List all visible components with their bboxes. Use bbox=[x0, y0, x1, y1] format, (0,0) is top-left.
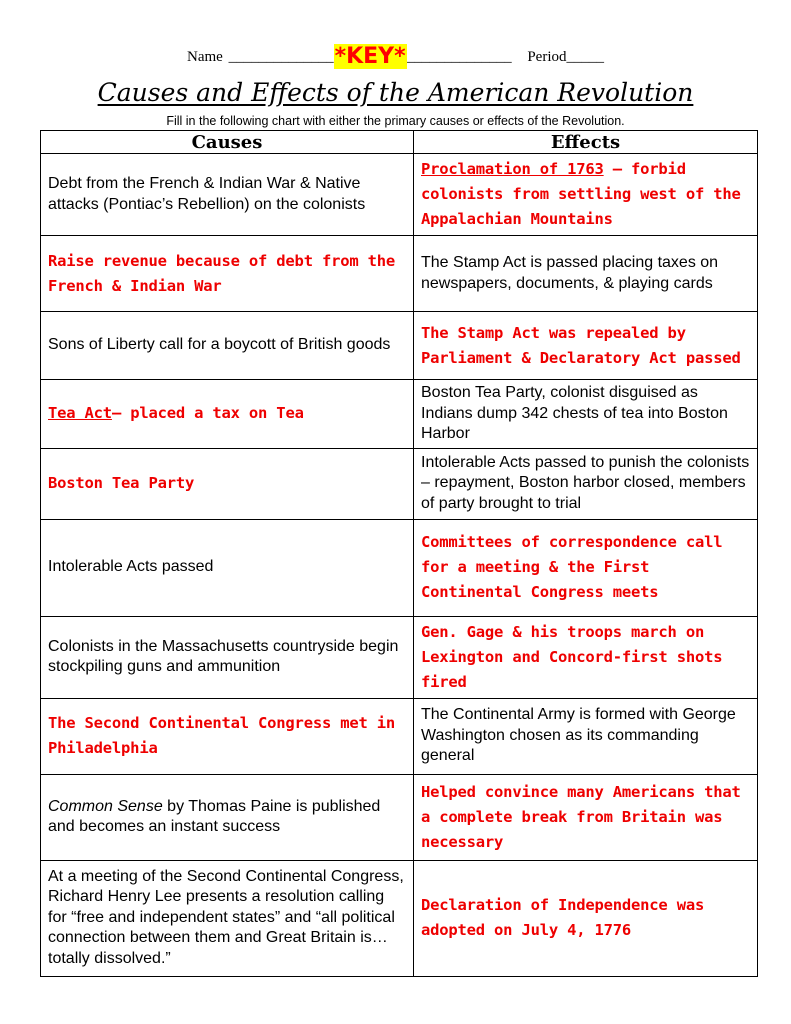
cause-cell: At a meeting of the Second Continental Congress, Richard Henry Lee presents a resolution calling for “free and independent states” and “all political connection between them and Great Britain is…totally dissolved.” bbox=[41, 860, 414, 976]
cause-cell: Intolerable Acts passed bbox=[41, 519, 414, 616]
table-row bbox=[41, 774, 758, 860]
cause-cell bbox=[41, 774, 414, 860]
cause-cell: The Second Continental Congress met in Philadelphia bbox=[41, 698, 414, 774]
table-row bbox=[41, 312, 758, 380]
table-row bbox=[41, 154, 758, 236]
cause-cell: Debt from the French & Indian War & Native attacks (Pontiac’s Rebellion) on the colonists bbox=[41, 154, 414, 236]
instructions: Fill in the following chart with either the primary causes or effects of the Revolution. bbox=[166, 114, 625, 128]
key-badge: *KEY* bbox=[334, 44, 406, 69]
effect-cell: Committees of correspondence call for a meeting & the First Continental Congress meets bbox=[414, 519, 758, 616]
effect-cell: Helped convince many Americans that a complete break from Britain was necessary bbox=[414, 774, 758, 860]
effect-cell: Gen. Gage & his troops march on Lexington and Concord-first shots fired bbox=[414, 616, 758, 698]
name-blank-left[interactable]: ______________ bbox=[228, 49, 334, 65]
table-row bbox=[41, 380, 758, 449]
effect-cell: Declaration of Independence was adopted on July 4, 1776 bbox=[414, 860, 758, 976]
cause-cell: Colonists in the Massachusetts countryside begin stockpiling guns and ammunition bbox=[41, 616, 414, 698]
effect-cell: The Stamp Act is passed placing taxes on newspapers, documents, & playing cards bbox=[414, 236, 758, 312]
table-row bbox=[41, 616, 758, 698]
effects-header: Effects bbox=[414, 131, 758, 154]
cause-term: Common Sense bbox=[48, 797, 163, 815]
cause-text: – placed a tax on Tea bbox=[111, 404, 304, 423]
effect-cell bbox=[414, 154, 758, 236]
effect-cell: Boston Tea Party, colonist disguised as Indians dump 342 chests of tea into Boston Harbor bbox=[414, 380, 758, 449]
cause-cell: Boston Tea Party bbox=[41, 448, 414, 519]
name-line bbox=[0, 42, 791, 67]
table-row bbox=[41, 860, 758, 976]
period-blank[interactable]: _____ bbox=[566, 49, 605, 65]
cause-cell bbox=[41, 380, 414, 449]
table-row bbox=[41, 698, 758, 774]
causes-header: Causes bbox=[41, 131, 414, 154]
effect-cell: The Continental Army is formed with George Washington chosen as its commanding general bbox=[414, 698, 758, 774]
period-label: Period bbox=[527, 49, 567, 65]
effect-term: Proclamation of 1763 bbox=[421, 160, 604, 178]
cause-term: Tea Act bbox=[48, 404, 112, 423]
cause-text: by Thomas Paine is published and becomes an instant success bbox=[48, 797, 381, 835]
name-blank-right[interactable]: ______________ bbox=[406, 49, 512, 65]
cause-effect-table bbox=[40, 130, 758, 977]
effect-cell: The Stamp Act was repealed by Parliament & Declaratory Act passed bbox=[414, 312, 758, 380]
table-row bbox=[41, 236, 758, 312]
page-title: Causes and Effects of the American Revolution bbox=[97, 78, 694, 107]
cause-cell: Sons of Liberty call for a boycott of British goods bbox=[41, 312, 414, 380]
table-row bbox=[41, 519, 758, 616]
effect-cell: Intolerable Acts passed to punish the colonists – repayment, Boston harbor closed, members of party brought to trial bbox=[414, 448, 758, 519]
cause-cell: Raise revenue because of debt from the French & Indian War bbox=[41, 236, 414, 312]
table-header-row bbox=[41, 131, 758, 154]
effect-text: – forbid colonists from settling west of the Appalachian Mountains bbox=[421, 160, 741, 228]
table-row bbox=[41, 448, 758, 519]
name-label: Name bbox=[186, 49, 223, 65]
